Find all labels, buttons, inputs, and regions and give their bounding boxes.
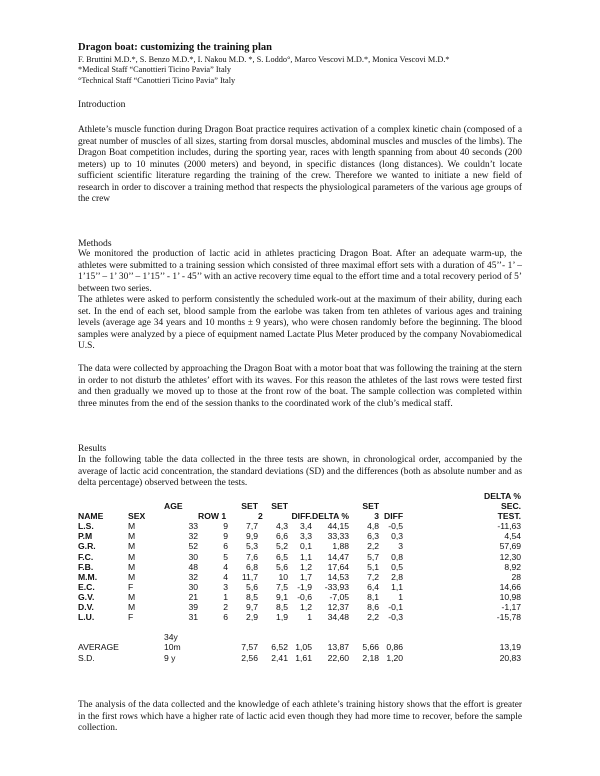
cell-age: 33	[188, 521, 198, 532]
header-cell: SET	[241, 501, 258, 512]
header-cell: NAME	[78, 511, 104, 522]
header-cell	[228, 511, 258, 521]
methods-paragraph-2: The athletes were asked to perform consistently the scheduled work-out at the maximum of their ability, during each set. In the end of each set, blood sample from the earlobe was taken from ten athletes of various ages and training levels (average age 34 years and 10 months ± 9 years), who were chosen randomly before the beginning. The blood samples were analyzed by a piece of equipment named Lactate Plus Meter produced by the company Novabiomedical U.S.	[78, 295, 522, 351]
cell-set3: 5,7	[367, 551, 380, 562]
results-closing-text: The analysis of the data collected and the knowledge of each athlete’s training history shows that the effort is greater in the first rows which have a higher rate of lactic acid even though they had more time to recover, before the sample collection.	[78, 700, 522, 733]
cell-diff: 0,1	[300, 541, 312, 552]
cell-delta2: 20,83	[499, 652, 522, 663]
table-row	[78, 602, 521, 612]
introduction-text: Athlete’s muscle function during Dragon Boat practice requires activation of a complex kinetic chain (composed of a great number of muscles of all sizes, starting from dorsal muscles, abdominal muscles and muscles of the limbs). The Dragon Boat competition includes, during the sporting year, races with length spanning from about 40 seconds (200 meters) up to 10 minutes (2000 meters) and beyond, in specific distances (long distances). We couldn’t locate sufficient scientific literature regarding the training of the crew. Therefore we wanted to initiate a new field of research in order to discover a training method that respects the physiological parameters of the various age groups of the crew	[78, 125, 522, 204]
cell-name: G.V.	[78, 591, 95, 602]
header-cell: SEC.	[501, 501, 522, 512]
header-cell	[164, 491, 198, 501]
cell-name: E.C.	[78, 581, 95, 592]
results-intro-text: In the following table the data collected in the three tests are shown, in chronological order, accompanied by the average of lactic acid concentration, the standard deviations (SD) and the differences (both as absolute number and as delta percentage) observed between the tests.	[78, 455, 522, 488]
cell-set1: 9,7	[246, 602, 258, 613]
avg-age-years: 34y	[164, 632, 178, 643]
header-cell	[228, 491, 258, 501]
table-row	[78, 582, 521, 592]
cell-diff2: 0,3	[391, 531, 404, 542]
header-cell: 2	[258, 511, 263, 522]
cell-delta2: 13,19	[499, 642, 522, 653]
cell-set2: 5,6	[276, 561, 288, 572]
methods-paragraph-3: The data were collected by approaching the Dragon Boat with a motor boat that was following the training at the stern in order to not disturb the athletes’ effort with its waves. For this reason the athletes of the last rows were tested first and then gradually we moved up to those at the front row of the boat. The sample collection was completed within three minutes from the end of the session thanks to the coordinated work of the club’s medical staff.	[78, 364, 522, 409]
cell-delta2: 28	[511, 571, 522, 582]
cell-set1: 7,6	[246, 551, 258, 562]
header-cell: ROW 1	[198, 511, 227, 522]
cell-diff: -1,9	[297, 581, 312, 592]
cell-name: G.R.	[78, 541, 96, 552]
cell-delta: 14,53	[327, 571, 350, 582]
cell-age: 21	[188, 591, 198, 602]
header-cell	[379, 491, 403, 501]
table-row	[78, 531, 521, 541]
cell-name: P.M	[78, 531, 93, 542]
header-cell	[78, 491, 128, 501]
cell-diff2: -0,5	[388, 521, 404, 532]
cell-sex: M	[128, 561, 136, 572]
cell-sex: F	[128, 581, 134, 592]
cell-age: 30	[188, 551, 198, 562]
cell-diff2: 2,8	[391, 571, 404, 582]
table-header-row	[78, 491, 521, 501]
cell-delta: 44,15	[327, 521, 350, 532]
cell-set3: 8,6	[367, 602, 380, 613]
introduction-heading: Introduction	[78, 99, 126, 110]
cell-diff2: -0,3	[388, 612, 404, 623]
sd-row	[78, 653, 521, 663]
cell-row: 6	[223, 541, 228, 552]
header-cell	[379, 501, 403, 511]
cell-diff: 1,7	[300, 571, 312, 582]
cell-diff2: 1,20	[386, 652, 404, 663]
cell-set2: 10	[278, 571, 288, 582]
table-row	[78, 521, 521, 531]
cell-diff: -0,6	[297, 591, 312, 602]
cell-set1: 2,56	[241, 652, 258, 663]
cell-set1: 11,7	[241, 571, 258, 582]
cell-row: 1	[223, 591, 228, 602]
cell-name: F.C.	[78, 551, 94, 562]
cell-diff2: 1,1	[391, 581, 404, 592]
cell-name: L.U.	[78, 612, 95, 623]
header-cell: DELTA %	[484, 491, 522, 501]
cell-age: 32	[188, 571, 198, 582]
cell-set2: 9,1	[276, 591, 288, 602]
cell-set2: 6,52	[271, 642, 288, 653]
cell-set2: 5,2	[276, 541, 288, 552]
cell-sex: M	[128, 531, 136, 542]
methods-heading: Methods	[78, 238, 112, 249]
cell-set2: 8,5	[276, 602, 288, 613]
cell-delta2: -15,78	[496, 612, 522, 623]
cell-diff: 1,1	[300, 551, 312, 562]
cell-row: 3	[223, 581, 228, 592]
cell-delta: 22,60	[327, 652, 350, 663]
header-cell: SET	[271, 501, 288, 512]
header-cell: DIFF.	[291, 511, 312, 522]
cell-set1: 7,57	[241, 642, 258, 653]
cell-age: 39	[188, 602, 198, 613]
cell-set3: 4,8	[367, 521, 380, 532]
cell-sex: M	[128, 571, 136, 582]
cell-set3: 2,2	[367, 612, 380, 623]
cell-diff: 3,4	[300, 521, 312, 532]
cell-set2: 4,3	[276, 521, 288, 532]
cell-set1: 9,9	[246, 531, 258, 542]
header-cell	[288, 491, 312, 501]
header-cell: DIFF	[383, 511, 404, 522]
header-cell	[128, 501, 164, 511]
header-cell	[78, 501, 128, 511]
cell-delta: 34,48	[327, 612, 350, 623]
paper-title: Dragon boat: customizing the training plan	[78, 42, 272, 53]
cell-delta: 14,47	[327, 551, 350, 562]
cell-sex: F	[128, 612, 134, 623]
cell-diff: 1,05	[295, 642, 312, 653]
cell-delta2: 14,66	[499, 581, 522, 592]
cell-age: 31	[188, 612, 198, 623]
affiliation-technical: °Technical Staff “Canottieri Ticino Pavia” Italy	[78, 75, 236, 85]
cell-delta2: 4,54	[504, 531, 522, 542]
cell-delta2: -11,63	[497, 521, 522, 532]
cell-set2: 7,5	[276, 581, 288, 592]
cell-diff2: 1	[398, 591, 404, 602]
cell-diff2: 0,86	[386, 642, 404, 653]
cell-sex: M	[128, 541, 136, 552]
cell-delta2: 12,30	[499, 551, 522, 562]
cell-set2: 6,5	[276, 551, 288, 562]
cell-name: L.S.	[78, 521, 94, 532]
cell-set3: 5,66	[362, 642, 380, 653]
average-label: AVERAGE	[78, 642, 119, 653]
author-block	[78, 55, 558, 86]
cell-set3: 5,1	[367, 561, 380, 572]
results-table	[78, 491, 521, 663]
header-cell: SET	[362, 501, 380, 512]
cell-set2: 6,6	[276, 531, 288, 542]
cell-set1: 7,7	[246, 521, 258, 532]
header-cell	[198, 491, 228, 501]
cell-age: 32	[188, 531, 198, 542]
cell-sex: M	[128, 602, 136, 613]
cell-diff2: 3	[398, 541, 404, 552]
average-row	[78, 642, 521, 652]
table-row	[78, 552, 521, 562]
header-cell: SEX	[128, 511, 146, 522]
cell-diff2: -0,1	[388, 602, 404, 613]
cell-delta: 33,33	[327, 531, 350, 542]
header-cell	[288, 501, 312, 511]
cell-set3: 8,1	[367, 591, 380, 602]
header-cell: TEST.	[497, 511, 522, 522]
header-cell	[198, 501, 228, 511]
cell-diff: 3,3	[300, 531, 312, 542]
sd-label: S.D.	[78, 652, 95, 663]
cell-age: 9 y	[164, 652, 176, 663]
cell-delta: -33,93	[324, 581, 350, 592]
author-list: F. Bruttini M.D.*, S. Benzo M.D.*, I. Nakou M.D. *, S. Loddo°, Marco Vescovi M.D.*, Monica Vescovi M.D.*	[78, 55, 450, 64]
table-header-row	[78, 501, 521, 511]
cell-row: 5	[223, 551, 228, 562]
cell-set2: 1,9	[276, 612, 288, 623]
cell-diff: 1	[307, 612, 312, 623]
cell-set1: 5,6	[246, 581, 258, 592]
table-row	[78, 572, 521, 582]
cell-diff2: 0,5	[391, 561, 404, 572]
cell-diff: 1,2	[300, 561, 312, 572]
cell-row	[198, 653, 228, 663]
cell-row	[198, 642, 228, 652]
cell-age: 52	[188, 541, 198, 552]
cell-set3: 6,3	[367, 531, 380, 542]
cell-sex	[128, 653, 164, 663]
cell-diff2: 0,8	[391, 551, 404, 562]
cell-delta2: 8,92	[504, 561, 522, 572]
cell-row: 4	[223, 561, 228, 572]
table-row	[78, 541, 521, 551]
table-row	[78, 612, 521, 622]
cell-delta: 13,87	[327, 642, 350, 653]
cell-name: M.M.	[78, 571, 98, 582]
cell-sex: M	[128, 551, 136, 562]
cell-row: 9	[223, 521, 228, 532]
cell-diff: 1,2	[300, 602, 312, 613]
cell-delta2: -1,17	[501, 602, 522, 613]
cell-row: 2	[223, 602, 228, 613]
cell-delta2: 57,69	[499, 541, 522, 552]
table-header-row	[78, 511, 521, 521]
cell-sex	[128, 642, 164, 652]
cell-name: F.B.	[78, 561, 94, 572]
results-heading: Results	[78, 443, 107, 454]
cell-diff: 1,61	[295, 652, 312, 663]
header-cell	[312, 501, 349, 511]
cell-set1: 5,3	[246, 541, 258, 552]
cell-delta: 12,37	[327, 602, 350, 613]
cell-set2: 2,41	[271, 652, 288, 663]
cell-sex: M	[128, 591, 136, 602]
header-cell	[128, 491, 164, 501]
header-cell	[164, 511, 198, 521]
cell-age: 48	[188, 561, 198, 572]
cell-set3: 2,18	[362, 652, 380, 663]
cell-set1: 8,5	[246, 591, 258, 602]
header-cell: 3	[374, 511, 380, 522]
cell-set1: 2,9	[246, 612, 258, 623]
cell-row: 6	[223, 612, 228, 623]
cell-name: D.V.	[78, 602, 94, 613]
cell-delta: -7,05	[329, 591, 350, 602]
cell-set1: 6,8	[246, 561, 258, 572]
table-spacer-row	[78, 622, 521, 632]
cell-set3: 6,4	[367, 581, 380, 592]
table-row	[78, 592, 521, 602]
cell-set3: 7,2	[367, 571, 380, 582]
cell-delta2: 10,98	[499, 591, 522, 602]
header-cell	[312, 491, 349, 501]
affiliation-medical: *Medical Staff “Canottieri Ticino Pavia” Italy	[78, 65, 232, 75]
cell-row: 9	[223, 531, 228, 542]
methods-paragraph-1: We monitored the production of lactic acid in athletes practicing Dragon Boat. After an adequate warm-up, the athletes were submitted to a training session which consisted of three maximal effort sets with a duration of 45’’- 1’ – 1’15’’ – 1’ 30’’ – 1’15’’ - 1’ - 45’’ with an active recovery time equal to the effort time and a total recovery period of 5’ between two series.	[78, 249, 522, 294]
cell-delta: 1,88	[332, 541, 350, 552]
table-row	[78, 562, 521, 572]
header-cell: AGE	[164, 501, 183, 512]
cell-age: 10m	[164, 642, 181, 653]
header-cell: DELTA %	[312, 511, 350, 522]
cell-sex: M	[128, 521, 136, 532]
cell-row: 4	[223, 571, 228, 582]
cell-set3: 2,2	[367, 541, 380, 552]
cell-age: 30	[188, 581, 198, 592]
header-cell	[258, 491, 288, 501]
header-cell	[349, 491, 379, 501]
cell-delta: 17,64	[327, 561, 350, 572]
avg-age-row	[78, 632, 521, 642]
